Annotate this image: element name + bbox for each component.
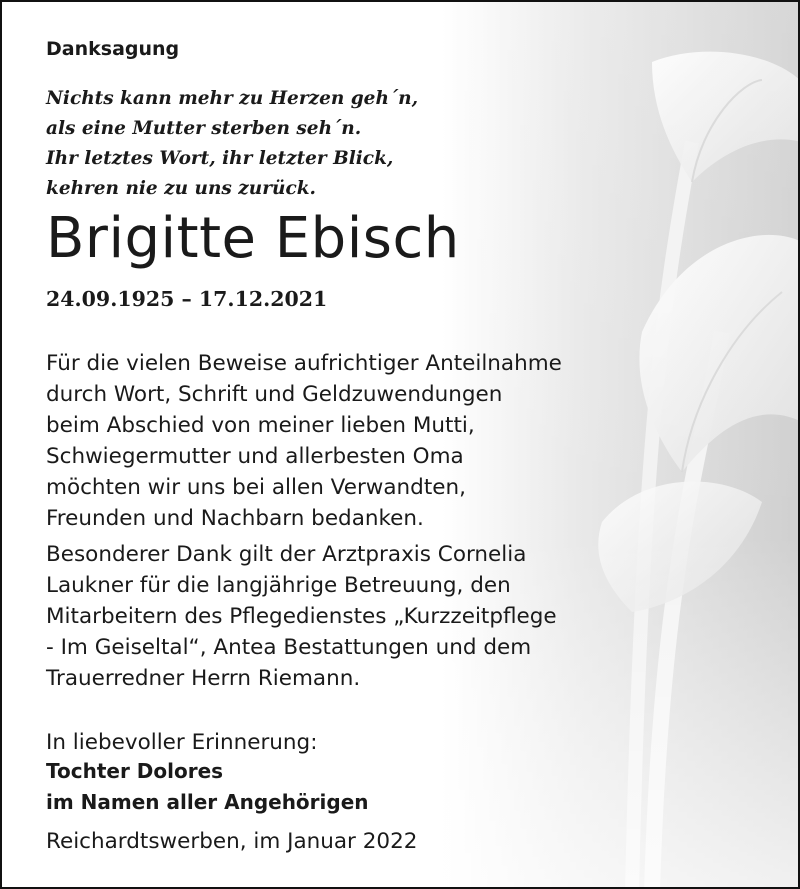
family-signature	[46, 756, 369, 818]
poem	[46, 84, 418, 204]
life-dates: 24.09.1925 – 17.12.2021	[46, 287, 328, 311]
notice-heading: Danksagung	[46, 38, 180, 60]
paragraph-line: beim Abschied von meiner lieben Mutti,	[46, 413, 475, 438]
paragraph-line: Besonderer Dank gilt der Arztpraxis Cornelia	[46, 542, 527, 567]
poem-line: Nichts kann mehr zu Herzen geh´n,	[46, 88, 419, 109]
paragraph-line: Freunden und Nachbarn bedanken.	[46, 506, 424, 531]
paragraph-line: Trauerredner Herrn Riemann.	[46, 666, 361, 691]
paragraph-line: Laukner für die langjährige Betreuung, den	[46, 573, 511, 598]
poem-line: kehren nie zu uns zurück.	[46, 178, 316, 199]
special-thanks-paragraph	[46, 539, 557, 694]
paragraph-line: Schwiegermutter und allerbesten Oma	[46, 444, 464, 469]
paragraph-line: Mitarbeitern des Pflegedienstes „Kurzzeitpflege	[46, 604, 557, 629]
poem-line: Ihr letztes Wort, ihr letzter Blick,	[46, 148, 394, 169]
family-line: im Namen aller Angehörigen	[46, 790, 369, 814]
paragraph-line: - Im Geiseltal“, Antea Bestattungen und dem	[46, 635, 532, 660]
thanks-paragraph	[46, 348, 562, 534]
deceased-name: Brigitte Ebisch	[46, 206, 460, 271]
paragraph-line: möchten wir uns bei allen Verwandten,	[46, 475, 466, 500]
poem-line: als eine Mutter sterben seh´n.	[46, 118, 362, 139]
family-line: Tochter Dolores	[46, 759, 224, 783]
closing-line: In liebevoller Erinnerung:	[46, 730, 318, 755]
place-and-date: Reichardtswerben, im Januar 2022	[46, 829, 418, 854]
paragraph-line: Für die vielen Beweise aufrichtiger Anteilnahme	[46, 351, 562, 376]
paragraph-line: durch Wort, Schrift und Geldzuwendungen	[46, 382, 503, 407]
